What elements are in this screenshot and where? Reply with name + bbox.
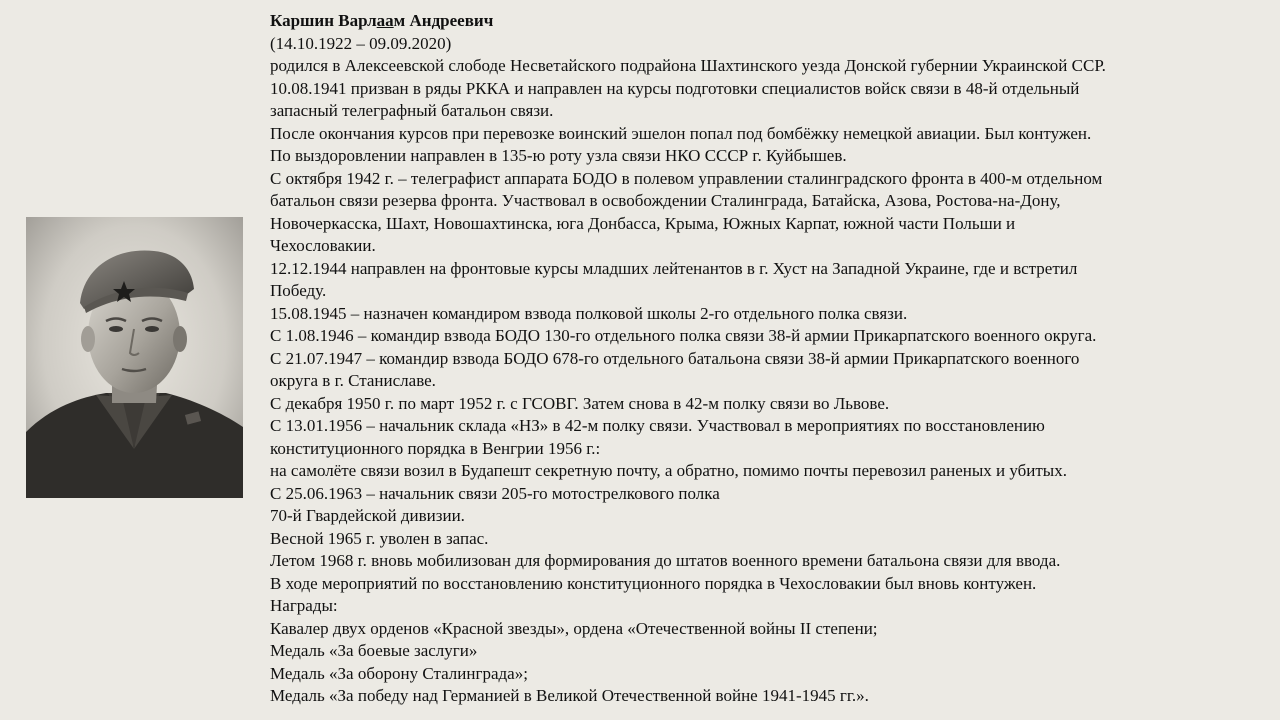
bio-line: В ходе мероприятий по восстановлению конституционного порядка в Чехословакии был вновь контужен. <box>270 573 1037 593</box>
biography <box>270 10 1210 708</box>
bio-line: на самолёте связи возил в Будапешт секретную почту, а обратно, помимо почты перевозил раненых и убитых. <box>270 461 1067 480</box>
person-name <box>270 10 1210 33</box>
bio-line: По выздоровлении направлен в 135-ю роту узла связи НКО СССР г. Куйбышев. <box>270 146 847 165</box>
bio-line: Новочеркасска, Шахт, Новошахтинска, юга Донбасса, Крыма, Южных Карпат, южной части Польши и <box>270 213 1016 233</box>
award-line: Медаль «За оборону Сталинграда»; <box>270 663 528 683</box>
bio-line: запасный телеграфный батальон связи. <box>270 101 554 120</box>
bio-line: родился в Алексеевской слободе Несветайского подрайона Шахтинского уезда Донской губернии Украинской ССР. <box>270 56 1106 75</box>
bio-line: С октября 1942 г. – телеграфист аппарата БОДО в полевом управлении сталинградского фронта в 400-м отдельном <box>270 168 1103 188</box>
bio-line: 12.12.1944 направлен на фронтовые курсы младших лейтенантов в г. Хуст на Западной Украине, где и встретил <box>270 258 1078 278</box>
bio-line: 15.08.1945 – назначен командиром взвода полковой школы 2-го отдельного полка связи. <box>270 303 908 323</box>
bio-line: С 25.06.1963 – начальник связи 205-го мотострелкового полка <box>270 483 720 503</box>
award-line: Медаль «За победу над Германией в Великой Отечественной войне 1941-1945 гг.». <box>270 686 869 705</box>
bio-line: 70-й Гвардейской дивизии. <box>270 506 465 525</box>
award-line: Кавалер двух орденов «Красной звезды», ордена «Отечественной войны II степени; <box>270 618 878 638</box>
bio-line: С декабря 1950 г. по март 1952 г. с ГСОВГ. Затем снова в 42-м полку связи во Львове. <box>270 393 890 413</box>
bio-line: Чехословакии. <box>270 236 376 255</box>
bio-line: Весной 1965 г. уволен в запас. <box>270 528 489 548</box>
portrait-illustration <box>26 217 243 498</box>
bio-line: батальон связи резерва фронта. Участвовал в освобождении Сталинграда, Батайска, Азова, Ростова-на-Дону, <box>270 191 1061 210</box>
portrait-photo <box>26 217 243 498</box>
bio-line: Летом 1968 г. вновь мобилизован для формирования до штатов военного времени батальона связи для ввода. <box>270 551 1061 570</box>
name-part: Каршин Варл <box>270 11 377 30</box>
awards-heading: Награды: <box>270 596 338 615</box>
name-part: м Андреевич <box>393 11 494 30</box>
bio-line: С 1.08.1946 – командир взвода БОДО 130-го отдельного полка связи 38-й армии Прикарпатского военного округа. <box>270 326 1097 345</box>
bio-line: После окончания курсов при перевозке воинский эшелон попал под бомбёжку немецкой авиации. Был контужен. <box>270 123 1092 143</box>
bio-line: конституционного порядка в Венгрии 1956 г.: <box>270 438 601 458</box>
bio-line: 10.08.1941 призван в ряды РККА и направлен на курсы подготовки специалистов войск связи в 48-й отдельный <box>270 78 1080 98</box>
bio-line: С 21.07.1947 – командир взвода БОДО 678-го отдельного батальона связи 38-й армии Прикарпатского военного <box>270 348 1080 368</box>
life-dates: (14.10.1922 – 09.09.2020) <box>270 33 452 53</box>
bio-line: С 13.01.1956 – начальник склада «НЗ» в 42-м полку связи. Участвовал в мероприятиях по восстановлению <box>270 416 1045 435</box>
bio-line: Победу. <box>270 281 327 300</box>
award-line: Медаль «За боевые заслуги» <box>270 641 478 660</box>
bio-line: округа в г. Станиславе. <box>270 371 436 390</box>
name-underlined-part: аа <box>376 11 394 30</box>
